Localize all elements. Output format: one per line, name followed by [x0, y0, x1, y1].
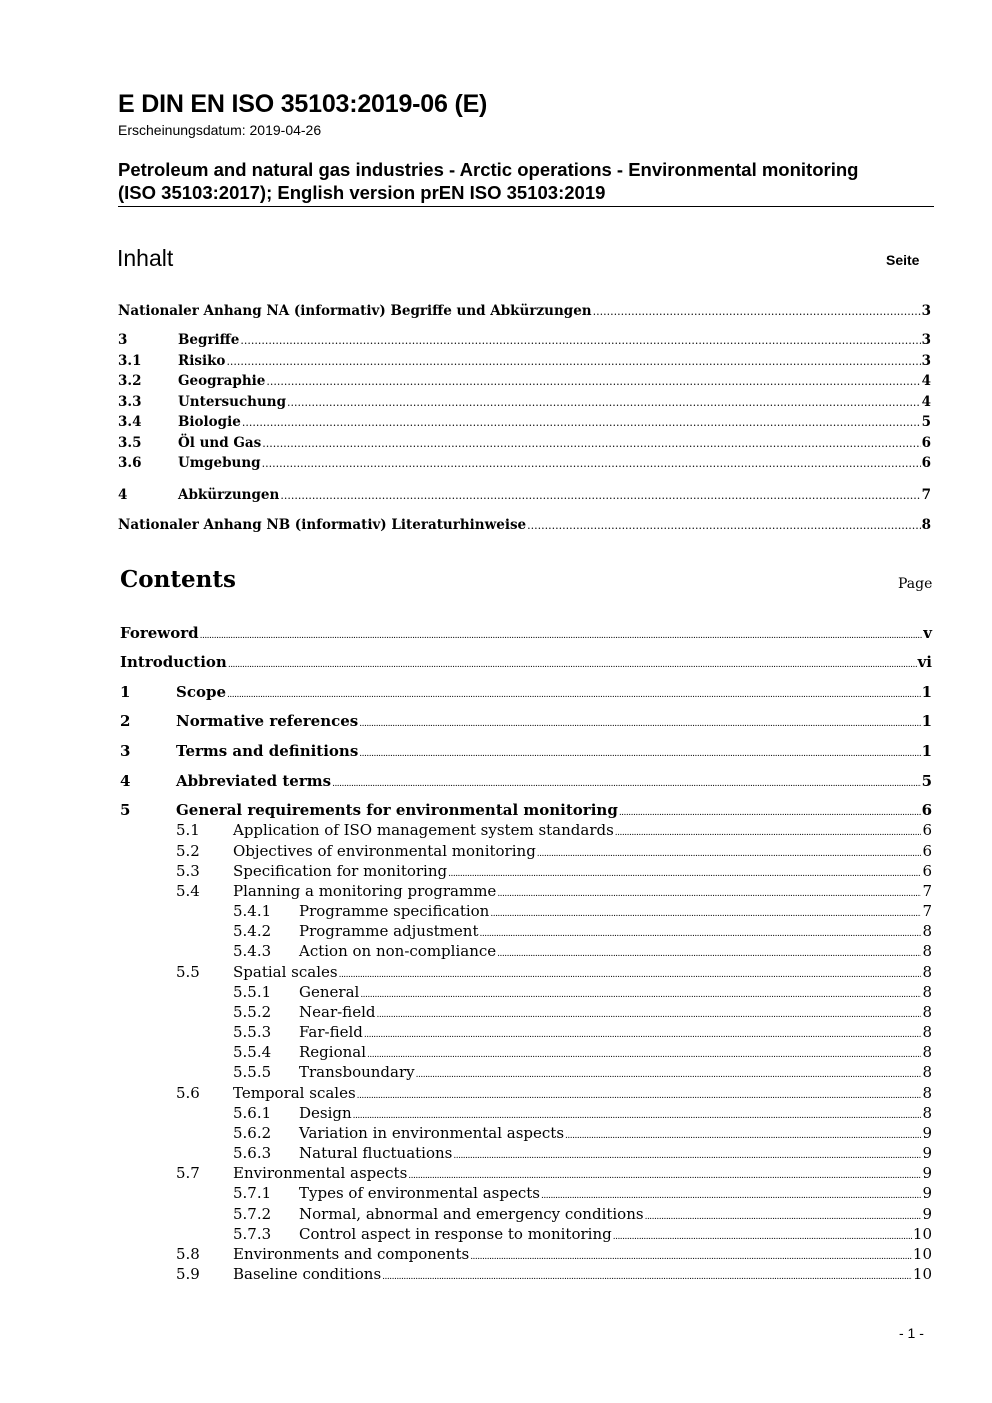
toc-entry-number: 5.6 — [176, 1084, 200, 1102]
toc-entry-text: Begriffe — [178, 332, 240, 348]
toc-entry-page: 6 — [922, 821, 932, 839]
toc-entry-text: Action on non-compliance — [299, 942, 497, 960]
leader-dots — [266, 373, 920, 389]
leader-dots — [479, 922, 921, 940]
seite-column-label: Seite — [886, 252, 920, 268]
toc-entry-number: 5.7.1 — [233, 1184, 272, 1202]
toc-entry-page: 6 — [921, 801, 932, 819]
leader-dots — [367, 1043, 921, 1061]
toc-entry-5[interactable] — [120, 801, 932, 819]
toc-entry-number: 3 — [120, 742, 131, 760]
toc-entry-page: 8 — [922, 942, 932, 960]
toc-entry-text: Environmental aspects — [233, 1164, 408, 1182]
toc-entry-text: Regional — [299, 1043, 367, 1061]
toc-entry-5-5-3[interactable] — [233, 1023, 932, 1041]
toc-entry-text: Introduction — [120, 653, 227, 671]
leader-dots — [497, 942, 921, 960]
toc-entry-2[interactable] — [120, 712, 932, 730]
toc-entry-page: 10 — [912, 1265, 932, 1283]
toc-entry-number: 3.2 — [118, 373, 142, 389]
toc-entry-text: Application of ISO management system standards — [233, 821, 614, 839]
toc-entry-page: 8 — [922, 1023, 932, 1041]
toc-entry-number: 5.7.2 — [233, 1205, 272, 1223]
leader-dots — [541, 1184, 921, 1202]
toc-entry-3-5[interactable] — [118, 435, 931, 451]
leader-dots — [360, 983, 921, 1001]
toc-entry-number: 4 — [120, 772, 131, 790]
toc-entry-page: 8 — [922, 1104, 932, 1122]
toc-entry-text: Natural fluctuations — [299, 1144, 453, 1162]
toc-entry-5-5-2[interactable] — [233, 1003, 932, 1021]
page-column-label: Page — [898, 576, 933, 592]
toc-entry-page: 3 — [921, 332, 931, 348]
toc-entry-page: 1 — [921, 683, 932, 701]
leader-dots — [227, 683, 921, 701]
toc-entry-text: Risiko — [178, 353, 226, 369]
leader-dots — [453, 1144, 921, 1162]
toc-entry-text: Umgebung — [178, 455, 261, 471]
title-line-1: Petroleum and natural gas industries - Arctic operations - Environmental monitoring — [118, 159, 859, 180]
toc-entry-page: 6 — [921, 435, 931, 451]
leader-dots — [470, 1245, 912, 1263]
toc-entry-5-4-2[interactable] — [233, 922, 932, 940]
document-id: E DIN EN ISO 35103:2019-06 (E) — [118, 90, 488, 118]
toc-entry-number: 5.4.3 — [233, 942, 272, 960]
toc-entry-introduction[interactable] — [120, 653, 932, 671]
toc-entry-number: 3.1 — [118, 353, 142, 369]
toc-entry-page: 8 — [922, 1063, 932, 1081]
toc-entry-5-8[interactable] — [176, 1245, 932, 1263]
toc-entry-1[interactable] — [120, 683, 932, 701]
toc-entry-number: 5.6.2 — [233, 1124, 272, 1142]
toc-entry-text: Design — [299, 1104, 352, 1122]
toc-entry-4[interactable] — [118, 487, 931, 503]
toc-entry-number: 5.5.5 — [233, 1063, 272, 1081]
leader-dots — [593, 303, 921, 319]
toc-entry-text: General requirements for environmental monitoring — [176, 801, 618, 819]
toc-entry-number: 5.9 — [176, 1265, 200, 1283]
leader-dots — [353, 1104, 922, 1122]
toc-entry-text: Öl und Gas — [178, 435, 262, 451]
toc-entry-number: 5.6.1 — [233, 1104, 272, 1122]
toc-entry-number: 5 — [120, 801, 131, 819]
toc-entry-page: 1 — [921, 742, 932, 760]
toc-entry-text: Foreword — [120, 624, 199, 642]
toc-entry-page: 8 — [922, 963, 932, 981]
toc-entry-text: Untersuchung — [178, 394, 287, 410]
toc-entry-number: 5.5.1 — [233, 983, 272, 1001]
toc-entry-5-2[interactable] — [176, 842, 932, 860]
toc-entry-5-5-1[interactable] — [233, 983, 932, 1001]
toc-entry-page: v — [923, 624, 932, 642]
leader-dots — [359, 742, 920, 760]
toc-entry-5-4[interactable] — [176, 882, 932, 900]
toc-entry-text: Far-field — [299, 1023, 363, 1041]
leader-dots — [416, 1063, 922, 1081]
toc-entry-text: Geographie — [178, 373, 266, 389]
toc-entry-number: 3.5 — [118, 435, 142, 451]
leader-dots — [615, 821, 922, 839]
toc-entry-number: 3.6 — [118, 455, 142, 471]
toc-entry-5-3[interactable] — [176, 862, 932, 880]
toc-entry-page: 10 — [912, 1245, 932, 1263]
inhalt-heading: Inhalt — [117, 245, 174, 271]
toc-entry-page: 8 — [922, 1043, 932, 1061]
toc-entry-text: Nationaler Anhang NB (informativ) Literaturhinweise — [118, 517, 527, 533]
leader-dots — [613, 1225, 912, 1243]
toc-entry-text: Normative references — [176, 712, 359, 730]
toc-entry-number: 2 — [120, 712, 131, 730]
document-title — [118, 158, 933, 204]
toc-entry-3-6[interactable] — [118, 455, 931, 471]
leader-dots — [619, 801, 921, 819]
toc-entry-5-7-1[interactable] — [233, 1184, 932, 1202]
toc-entry-5-9[interactable] — [176, 1265, 932, 1283]
toc-entry-page: 9 — [922, 1205, 932, 1223]
leader-dots — [226, 353, 920, 369]
toc-entry-text: Normal, abnormal and emergency conditions — [299, 1205, 644, 1223]
toc-entry-text: Nationaler Anhang NA (informativ) Begriffe und Abkürzungen — [118, 303, 592, 319]
toc-entry-page: 5 — [921, 414, 931, 430]
toc-entry-nb[interactable] — [118, 517, 931, 533]
toc-entry-page: 6 — [921, 455, 931, 471]
toc-entry-page: 9 — [922, 1124, 932, 1142]
toc-entry-text: Baseline conditions — [233, 1265, 382, 1283]
leader-dots — [364, 1023, 922, 1041]
toc-entry-page: 8 — [922, 983, 932, 1001]
contents-heading: Contents — [120, 566, 236, 593]
leader-dots — [537, 842, 922, 860]
toc-entry-page: 8 — [921, 517, 931, 533]
toc-entry-number: 5.5.3 — [233, 1023, 272, 1041]
leader-dots — [242, 414, 921, 430]
title-line-2: (ISO 35103:2017); English version prEN ISO 35103:2019 — [118, 182, 606, 203]
toc-entry-text: Transboundary — [299, 1063, 415, 1081]
toc-entry-page: 9 — [922, 1164, 932, 1182]
toc-entry-text: Control aspect in response to monitoring — [299, 1225, 612, 1243]
release-date: Erscheinungsdatum: 2019-04-26 — [118, 122, 322, 138]
toc-entry-text: Spatial scales — [233, 963, 338, 981]
toc-entry-5-6-1[interactable] — [233, 1104, 932, 1122]
toc-entry-5-1[interactable] — [176, 821, 932, 839]
toc-entry-page: 7 — [921, 487, 931, 503]
toc-entry-number: 3 — [118, 332, 128, 348]
toc-entry-page: 9 — [922, 1144, 932, 1162]
toc-entry-text: Programme adjustment — [299, 922, 479, 940]
toc-entry-number: 1 — [120, 683, 131, 701]
toc-entry-5-5-5[interactable] — [233, 1063, 932, 1081]
toc-entry-text: Abbreviated terms — [176, 772, 332, 790]
leader-dots — [287, 394, 921, 410]
toc-entry-3-4[interactable] — [118, 414, 931, 430]
toc-entry-page: 6 — [922, 842, 932, 860]
toc-entry-number: 5.2 — [176, 842, 200, 860]
toc-entry-3-3[interactable] — [118, 394, 931, 410]
toc-entry-number: 5.6.3 — [233, 1144, 272, 1162]
leader-dots — [527, 517, 920, 533]
toc-entry-number: 5.1 — [176, 821, 200, 839]
toc-entry-3-1[interactable] — [118, 353, 931, 369]
leader-dots — [262, 455, 921, 471]
toc-entry-text: General — [299, 983, 360, 1001]
leader-dots — [200, 624, 923, 642]
toc-entry-page: 10 — [912, 1225, 932, 1243]
toc-entry-page: 7 — [922, 882, 932, 900]
toc-entry-text: Temporal scales — [233, 1084, 356, 1102]
leader-dots — [645, 1205, 922, 1223]
toc-entry-5-7-2[interactable] — [233, 1205, 932, 1223]
toc-entry-page: 9 — [922, 1184, 932, 1202]
toc-entry-5-7-3[interactable] — [233, 1225, 932, 1243]
toc-entry-4[interactable] — [120, 772, 932, 790]
toc-entry-number: 5.7.3 — [233, 1225, 272, 1243]
leader-dots — [339, 963, 922, 981]
leader-dots — [262, 435, 920, 451]
toc-entry-page: 3 — [921, 353, 931, 369]
toc-entry-5-6-3[interactable] — [233, 1144, 932, 1162]
toc-entry-text: Variation in environmental aspects — [299, 1124, 565, 1142]
leader-dots — [497, 882, 921, 900]
toc-entry-number: 5.5.2 — [233, 1003, 272, 1021]
toc-entry-5-5[interactable] — [176, 963, 932, 981]
toc-entry-3-2[interactable] — [118, 373, 931, 389]
leader-dots — [359, 712, 920, 730]
toc-entry-number: 5.5 — [176, 963, 200, 981]
leader-dots — [280, 487, 920, 503]
toc-entry-5-6[interactable] — [176, 1084, 932, 1102]
toc-entry-page: 5 — [921, 772, 932, 790]
toc-entry-page: 8 — [922, 1003, 932, 1021]
toc-entry-text: Programme specification — [299, 902, 490, 920]
toc-entry-page: 1 — [921, 712, 932, 730]
toc-entry-page: 4 — [921, 373, 931, 389]
leader-dots — [408, 1164, 921, 1182]
toc-entry-number: 3.4 — [118, 414, 142, 430]
toc-entry-number: 5.7 — [176, 1164, 200, 1182]
toc-entry-text: Near-field — [299, 1003, 376, 1021]
toc-entry-number: 4 — [118, 487, 128, 503]
toc-entry-text: Terms and definitions — [176, 742, 359, 760]
toc-entry-number: 5.8 — [176, 1245, 200, 1263]
title-divider — [118, 206, 934, 207]
leader-dots — [490, 902, 921, 920]
toc-entry-foreword[interactable] — [120, 624, 932, 642]
toc-entry-3[interactable] — [120, 742, 932, 760]
toc-entry-text: Objectives of environmental monitoring — [233, 842, 536, 860]
leader-dots — [357, 1084, 922, 1102]
toc-entry-text: Scope — [176, 683, 227, 701]
toc-entry-page: 4 — [921, 394, 931, 410]
toc-entry-5-5-4[interactable] — [233, 1043, 932, 1061]
leader-dots — [240, 332, 920, 348]
toc-entry-text: Biologie — [178, 414, 241, 430]
toc-entry-5-7[interactable] — [176, 1164, 932, 1182]
toc-entry-text: Specification for monitoring — [233, 862, 448, 880]
leader-dots — [228, 653, 917, 671]
toc-entry-page: 6 — [922, 862, 932, 880]
toc-entry-page: 3 — [921, 303, 931, 319]
toc-entry-number: 5.4 — [176, 882, 200, 900]
toc-entry-5-6-2[interactable] — [233, 1124, 932, 1142]
toc-entry-number: 5.5.4 — [233, 1043, 272, 1061]
toc-entry-number: 3.3 — [118, 394, 142, 410]
leader-dots — [448, 862, 921, 880]
toc-entry-3[interactable] — [118, 332, 931, 348]
toc-entry-5-4-3[interactable] — [233, 942, 932, 960]
toc-entry-number: 5.3 — [176, 862, 200, 880]
toc-entry-5-4-1[interactable] — [233, 902, 932, 920]
toc-entry-text: Planning a monitoring programme — [233, 882, 497, 900]
toc-entry-text: Types of environmental aspects — [299, 1184, 540, 1202]
leader-dots — [376, 1003, 921, 1021]
leader-dots — [332, 772, 920, 790]
leader-dots — [565, 1124, 921, 1142]
toc-entry-page: 8 — [922, 1084, 932, 1102]
toc-entry-number: 5.4.2 — [233, 922, 272, 940]
toc-entry-page: 8 — [922, 922, 932, 940]
page-number: - 1 - — [899, 1325, 924, 1341]
toc-entry-text: Abkürzungen — [178, 487, 280, 503]
leader-dots — [382, 1265, 912, 1283]
toc-entry-na[interactable] — [118, 303, 931, 319]
toc-entry-page: vi — [917, 653, 932, 671]
toc-entry-page: 7 — [922, 902, 932, 920]
toc-entry-text: Environments and components — [233, 1245, 470, 1263]
toc-entry-number: 5.4.1 — [233, 902, 272, 920]
